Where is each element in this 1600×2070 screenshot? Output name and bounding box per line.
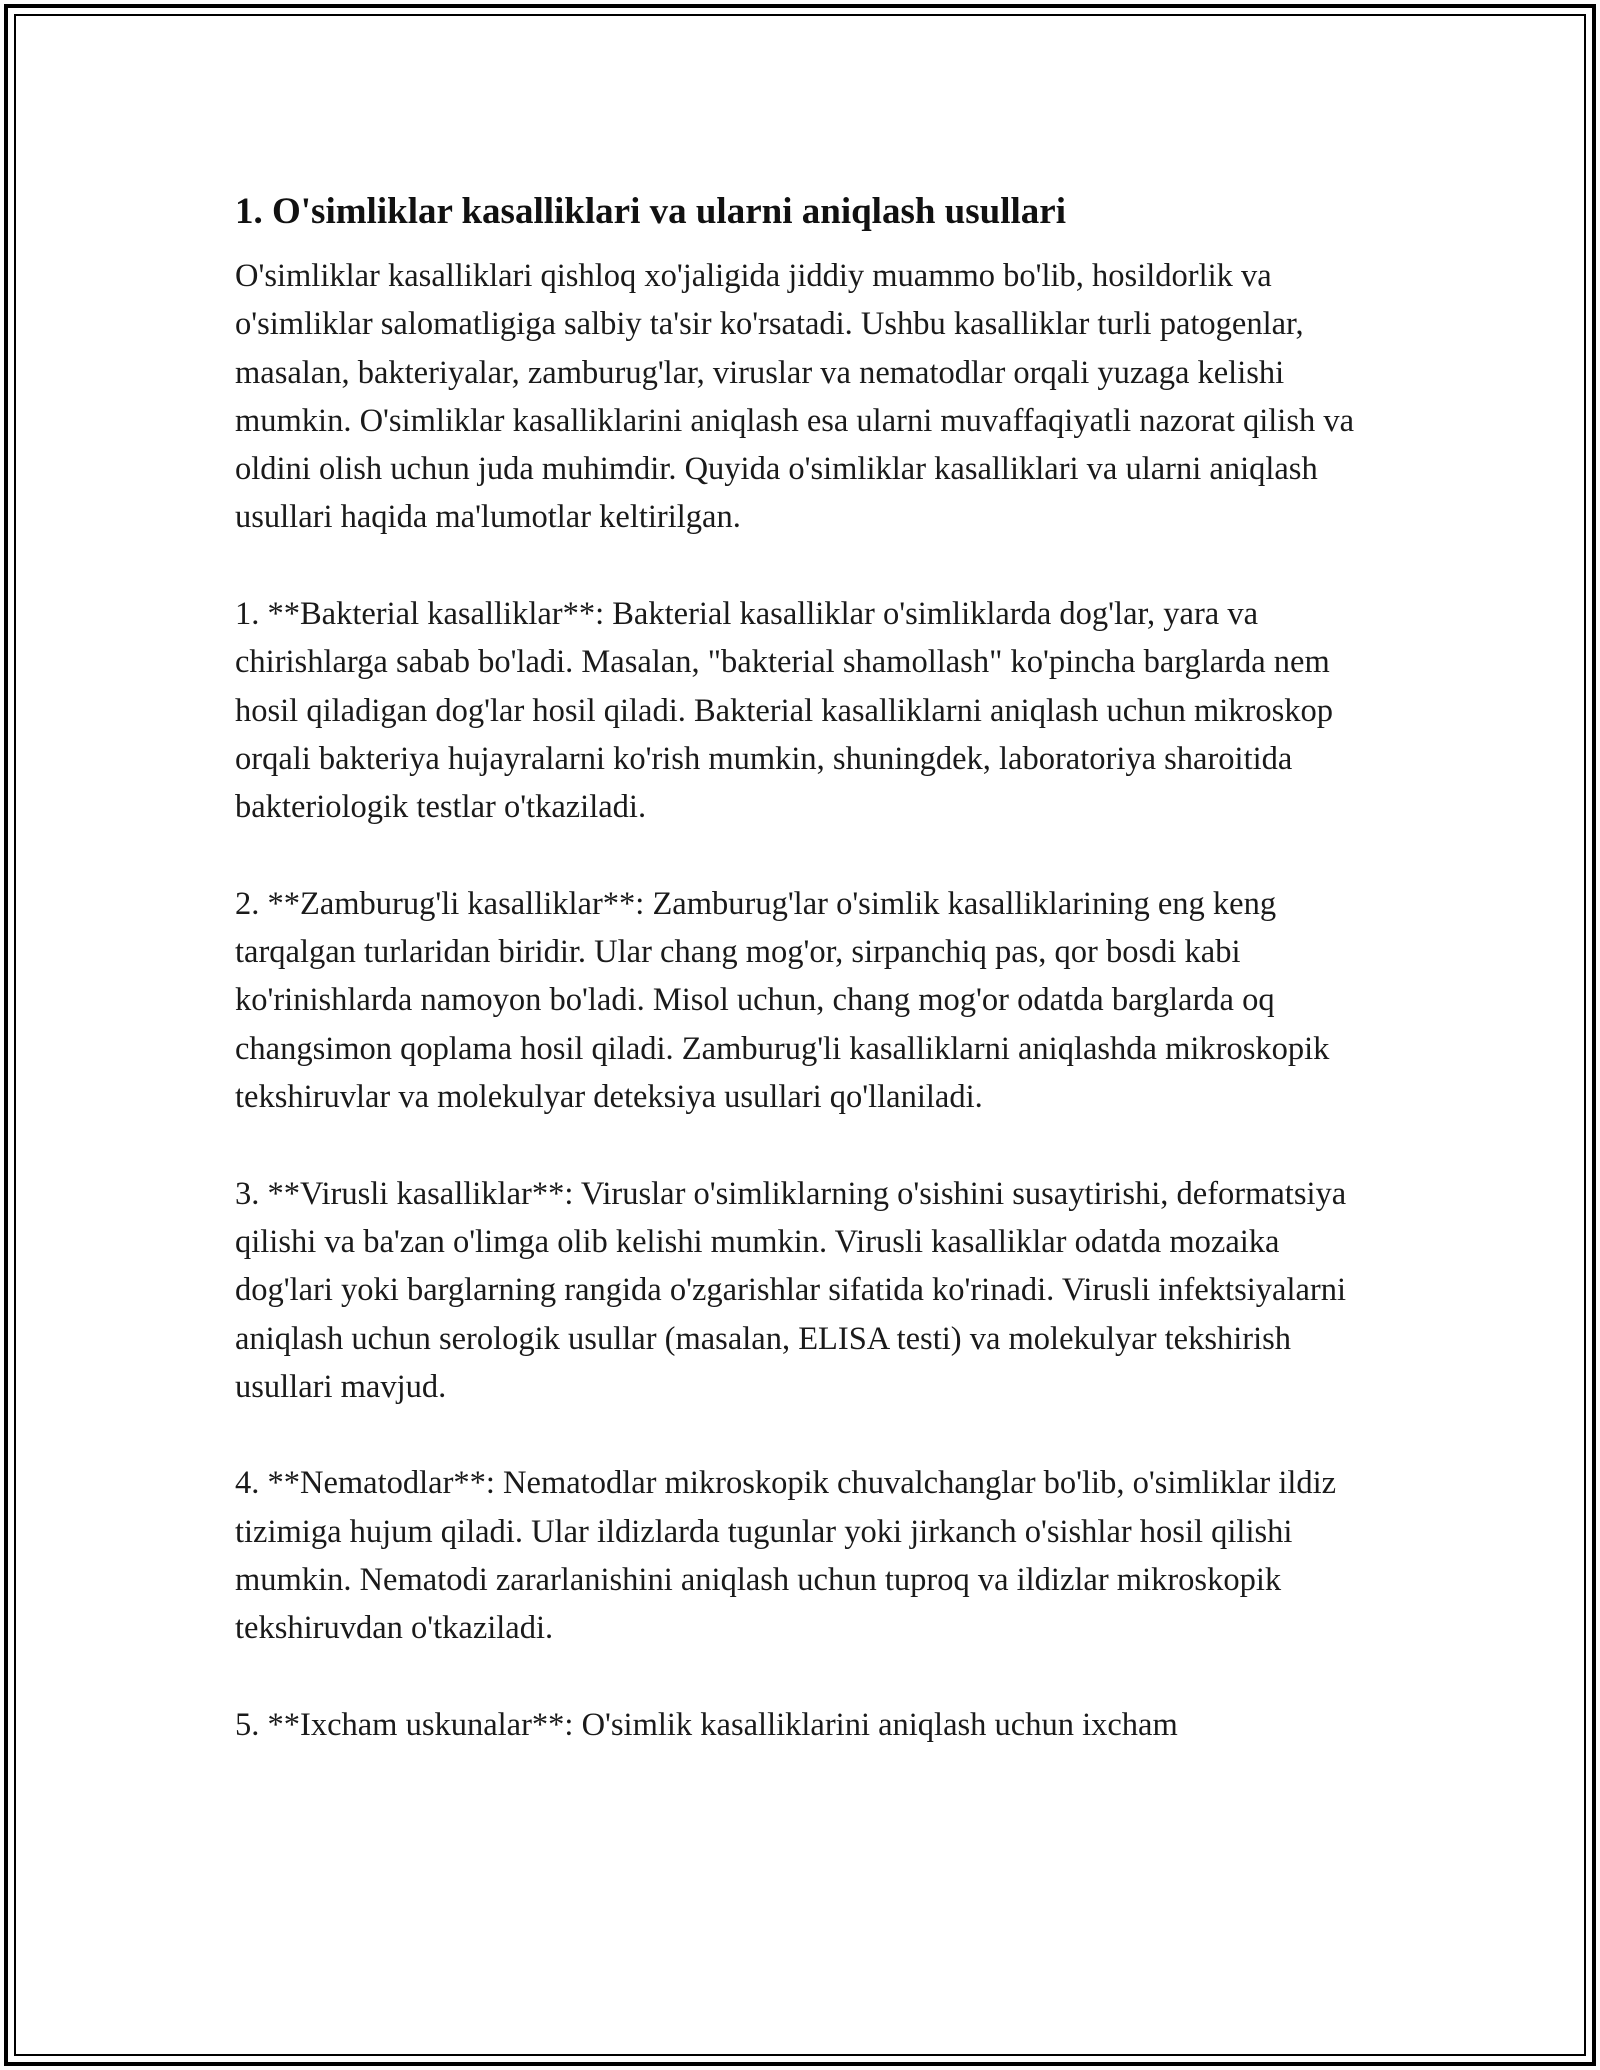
paragraph-bacterial-diseases: 1. **Bakterial kasalliklar**: Bakterial kasalliklar o'simliklarda dog'lar, yara va chirishlarga sabab bo'ladi. Masalan, "bakterial shamollash" ko'pincha barglarda nem hosil qiladigan dog'lar hosil qiladi. Bakterial kasalliklarni aniqlash uchun mikroskop orqali bakteriya hujayralarni ko'rish mumkin, shuningdek, laboratoriya sharoitida bakteriologik testlar o'tkaziladi. <box>235 596 1334 826</box>
paragraph-nematodes: 4. **Nematodlar**: Nematodlar mikroskopik chuvalchanglar bo'lib, o'simliklar ildiz tizimiga hujum qiladi. Ular ildizlarda tugunlar yoki jirkanch o'sishlar hosil qilishi mumkin. Nematodi zararlanishini aniqlash uchun tuproq va ildizlar mikroskopik tekshiruvdan o'tkaziladi. <box>235 1465 1337 1647</box>
document-body <box>235 186 1370 1798</box>
intro-paragraph: O'simliklar kasalliklari qishloq xo'jaligida jiddiy muammo bo'lib, hosildorlik va o'simliklar salomatligiga salbiy ta'sir ko'rsatadi. Ushbu kasalliklar turli patogenlar, masalan, bakteriyalar, zamburug'lar, viruslar va nematodlar orqali yuzaga kelishi mumkin. O'simliklar kasalliklarini aniqlash esa ularni muvaffaqiyatli nazorat qilish va oldini olish uchun juda muhimdir. Quyida o'simliklar kasalliklari va ularni aniqlash usullari haqida ma'lumotlar keltirilgan. <box>235 258 1355 536</box>
paragraph-fungal-diseases: 2. **Zamburug'li kasalliklar**: Zamburug'lar o'simlik kasalliklarining eng keng tarqalgan turlaridan biridir. Ular chang mog'or, sirpanchiq pas, qor bosdi kabi ko'rinishlarda namoyon bo'ladi. Misol uchun, chang mog'or odatda barglarda oq changsimon qoplama hosil qiladi. Zamburug'li kasalliklarni aniqlashda mikroskopik tekshiruvlar va molekulyar deteksiya usullari qo'llaniladi. <box>235 885 1330 1116</box>
paragraph-viral-diseases: 3. **Virusli kasalliklar**: Viruslar o'simliklarning o'sishini susaytirishi, deformatsiya qilishi va ba'zan o'limga olib kelishi mumkin. Virusli kasalliklar odatda mozaika dog'lari yoki barglarning rangida o'zgarishlar sifatida ko'rinadi. Virusli infektsiyalarni aniqlash uchun serologik usullar (masalan, ELISA testi) va molekulyar tekshirish usullari mavjud. <box>235 1175 1347 1405</box>
document-title: 1. O'simliklar kasalliklari va ularni aniqlash usullari <box>235 191 1067 232</box>
paragraph-compact-devices: 5. **Ixcham uskunalar**: O'simlik kasalliklarini aniqlash uchun ixcham <box>235 1706 1178 1743</box>
